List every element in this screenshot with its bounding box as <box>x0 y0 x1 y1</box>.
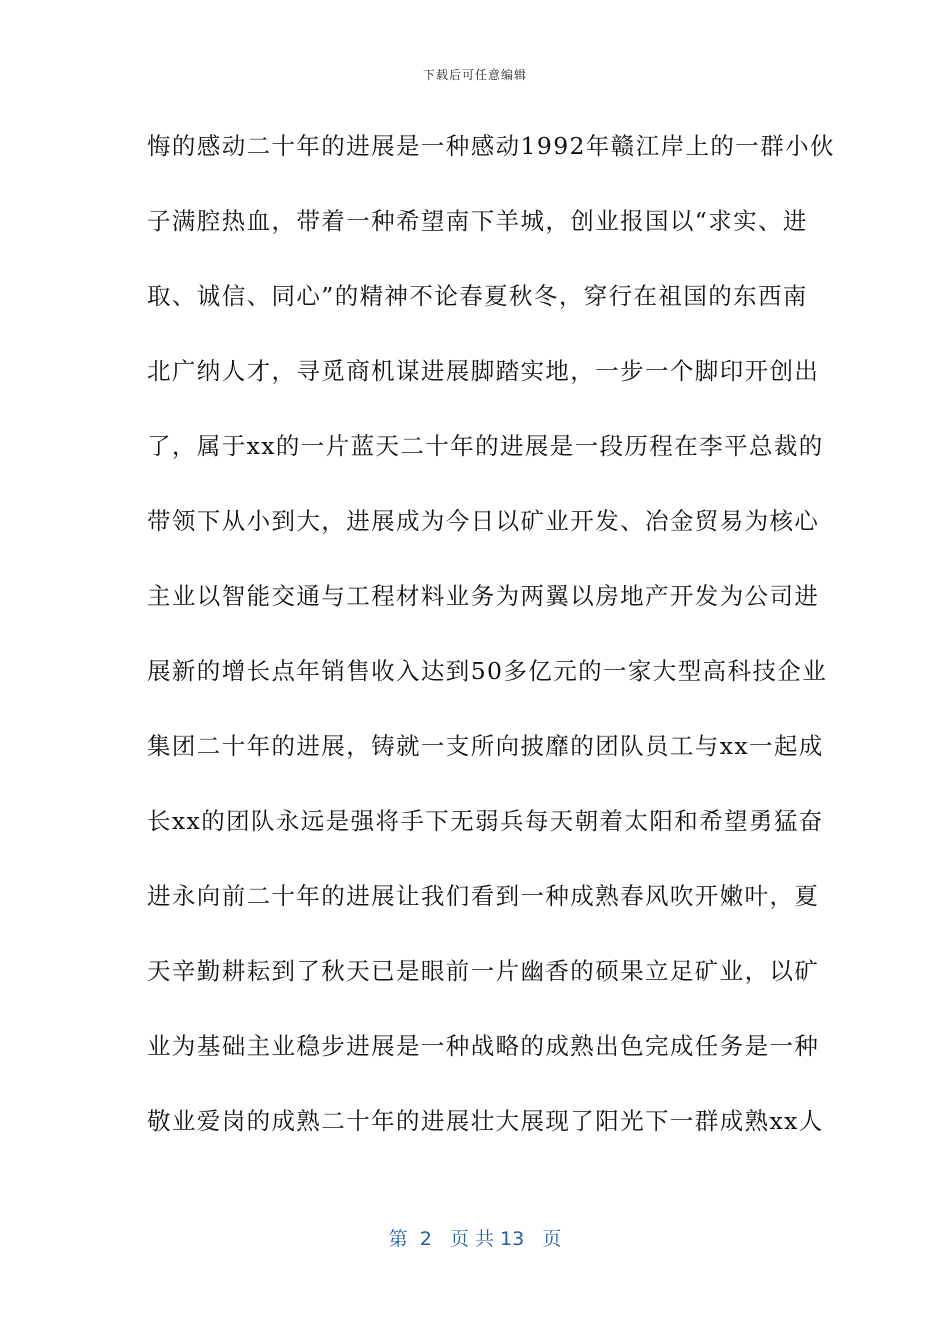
text-line: 主业以智能交通与工程材料业务为两翼以房地产开发为公司进 <box>147 582 820 610</box>
page-number: 第 2 页 共 13 页 <box>388 1228 562 1250</box>
text-line: 业为基础主业稳步进展是一种战略的成熟出色完成任务是一种 <box>147 1032 820 1060</box>
text-line: 进永向前二十年的进展让我们看到一种成熟春风吹开嫩叶，夏 <box>147 882 820 910</box>
text-line: 取、诚信、同心”的精神不论春夏秋冬，穿行在祖国的东西南 <box>147 282 808 310</box>
text-line: 展新的增长点年销售收入达到50多亿元的一家大型高科技企业 <box>147 657 828 685</box>
text-line: 敬业爱岗的成熟二十年的进展壮大展现了阳光下一群成熟xx人 <box>147 1107 824 1135</box>
text-line: 带领下从小到大，进展成为今日以矿业开发、冶金贸易为核心 <box>147 507 820 535</box>
text-line: 长xx的团队永远是强将手下无弱兵每天朝着太阳和希望勇猛奋 <box>147 807 824 835</box>
text-line: 集团二十年的进展，铸就一支所向披靡的团队员工与xx一起成 <box>147 732 824 760</box>
text-line: 北广纳人才，寻觅商机谋进展脚踏实地，一步一个脚印开创出 <box>147 357 820 385</box>
text-line: 了，属于xx的一片蓝天二十年的进展是一段历程在李平总裁的 <box>147 432 824 460</box>
text-line: 天辛勤耕耘到了秋天已是眼前一片幽香的硕果立足矿业，以矿 <box>147 957 820 985</box>
document-body <box>147 124 835 1174</box>
text-line: 子满腔热血，带着一种希望南下羊城，创业报国以“求实、进 <box>147 207 808 235</box>
page-header-note: 下载后可任意编辑 <box>422 68 527 82</box>
text-line: 悔的感动二十年的进展是一种感动1992年赣江岸上的一群小伙 <box>147 132 835 160</box>
